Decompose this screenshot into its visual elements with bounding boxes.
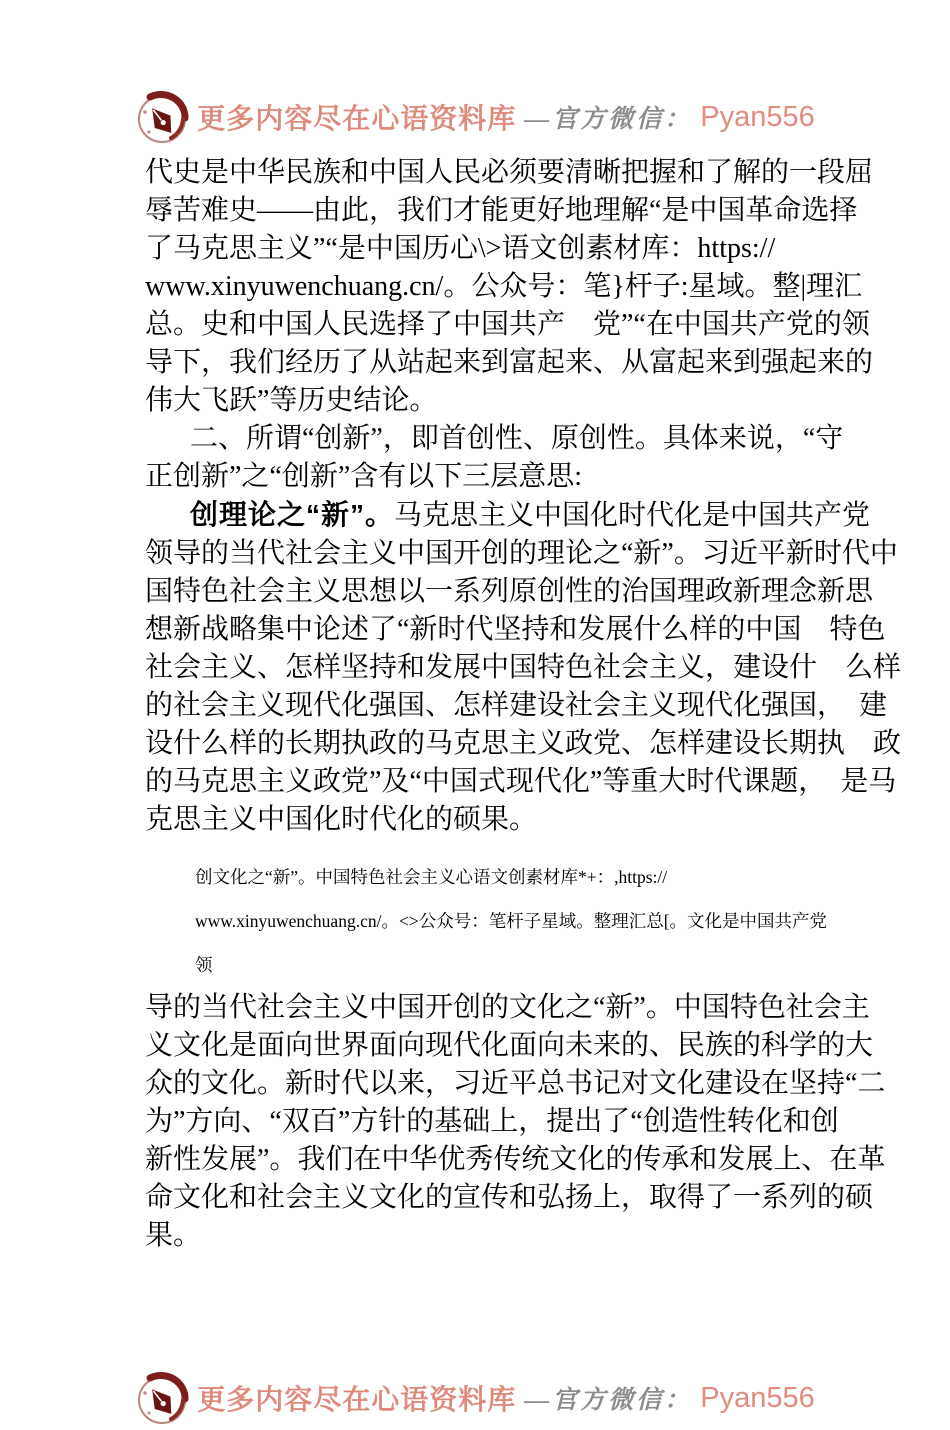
small-note-block	[195, 855, 828, 987]
regular-run: 马克思主义中国化时代化是中国共产党	[394, 500, 871, 531]
text-line: 伟大飞跃”等历史结论。	[145, 385, 438, 416]
text-line: www.xinyuwenchuang.cn/。公众号：笔}杆子:星域。整|理汇	[145, 271, 863, 302]
header-watermark	[0, 86, 950, 148]
text-line-bold-lead	[145, 496, 871, 535]
text-line: 命文化和社会主义文化的宣传和弘扬上，取得了一系列的硕	[145, 1182, 874, 1213]
text-line: 克思主义中国化时代化的硕果。	[145, 804, 538, 835]
paragraph-new-culture	[145, 989, 886, 1255]
text-line: 国特色社会主义思想以一系列原创性的治国理政新理念新思	[145, 576, 874, 607]
text-line: 果。	[145, 1220, 202, 1251]
text-line: 代史是中华民族和中国人民必须要清晰把握和了解的一段屈	[145, 157, 874, 188]
text-line: 的马克思主义政党”及“中国式现代化”等重大时代课题， 是马	[145, 766, 897, 797]
pen-seal-logo-icon	[135, 1369, 189, 1427]
document-body	[145, 154, 902, 1255]
text-line: 辱苦难史——由此，我们才能更好地理解“是中国革命选择	[145, 195, 858, 226]
watermark-wechat-id: Pyan556	[700, 100, 815, 133]
text-line: 想新战略集中论述了“新时代坚持和发展什么样的中国 特色	[145, 614, 886, 645]
watermark-wechat-id: Pyan556	[700, 1381, 815, 1414]
note-line: 领	[195, 955, 213, 975]
text-line: 正创新”之“创新”含有以下三层意思:	[145, 461, 583, 492]
text-line: 的社会主义现代化强国、怎样建设社会主义现代化强国， 建	[145, 690, 888, 721]
footer-watermark	[0, 1367, 950, 1429]
paragraph-history	[145, 154, 874, 420]
text-line: 新性发展”。我们在中华优秀传统文化的传承和发展上、在革	[145, 1144, 886, 1175]
watermark-wechat-label: —官方微信：	[524, 106, 693, 133]
note-line: www.xinyuwenchuang.cn/。<>公众号：笔杆子星域。整理汇总[。文化是中国共产党	[195, 911, 828, 931]
text-line: 设什么样的长期执政的马克思主义政党、怎样建设长期执 政	[145, 728, 902, 759]
watermark-brand-text: 更多内容尽在心语资料库	[197, 1385, 517, 1416]
document-page	[0, 86, 950, 1430]
note-line: 创文化之“新”。中国特色社会主义心语文创素材库*+：,https://	[195, 867, 668, 887]
text-line: 众的文化。新时代以来，习近平总书记对文化建设在坚持“二	[145, 1068, 886, 1099]
text-line: 二、所谓“创新”，即首创性、原创性。具体来说，“守	[190, 423, 844, 454]
text-line: 总。史和中国人民选择了中国共产 党”“在中国共产党的领	[145, 309, 870, 340]
text-line: 导下，我们经历了从站起来到富起来、从富起来到强起来的	[145, 347, 874, 378]
watermark-wechat-label: —官方微信：	[524, 1387, 693, 1414]
paragraph-new-theory	[145, 496, 902, 839]
text-line: 导的当代社会主义中国开创的文化之“新”。中国特色社会主	[145, 992, 870, 1023]
pen-seal-logo-icon	[135, 88, 189, 146]
watermark-brand-text: 更多内容尽在心语资料库	[197, 104, 517, 135]
text-line: 为”方向、“双百”方针的基础上，提出了“创造性转化和创	[145, 1106, 839, 1137]
text-line: 了马克思主义”“是中国历心\>语文创素材库：https://	[145, 233, 776, 264]
text-line: 领导的当代社会主义中国开创的理论之“新”。习近平新时代中	[145, 538, 898, 569]
bold-run: 创理论之“新”。	[190, 499, 395, 530]
text-line: 义文化是面向世界面向现代化面向未来的、民族的科学的大	[145, 1030, 874, 1061]
text-line: 社会主义、怎样坚持和发展中国特色社会主义，建设什 么样	[145, 652, 902, 683]
paragraph-innovation-intro	[145, 420, 844, 496]
